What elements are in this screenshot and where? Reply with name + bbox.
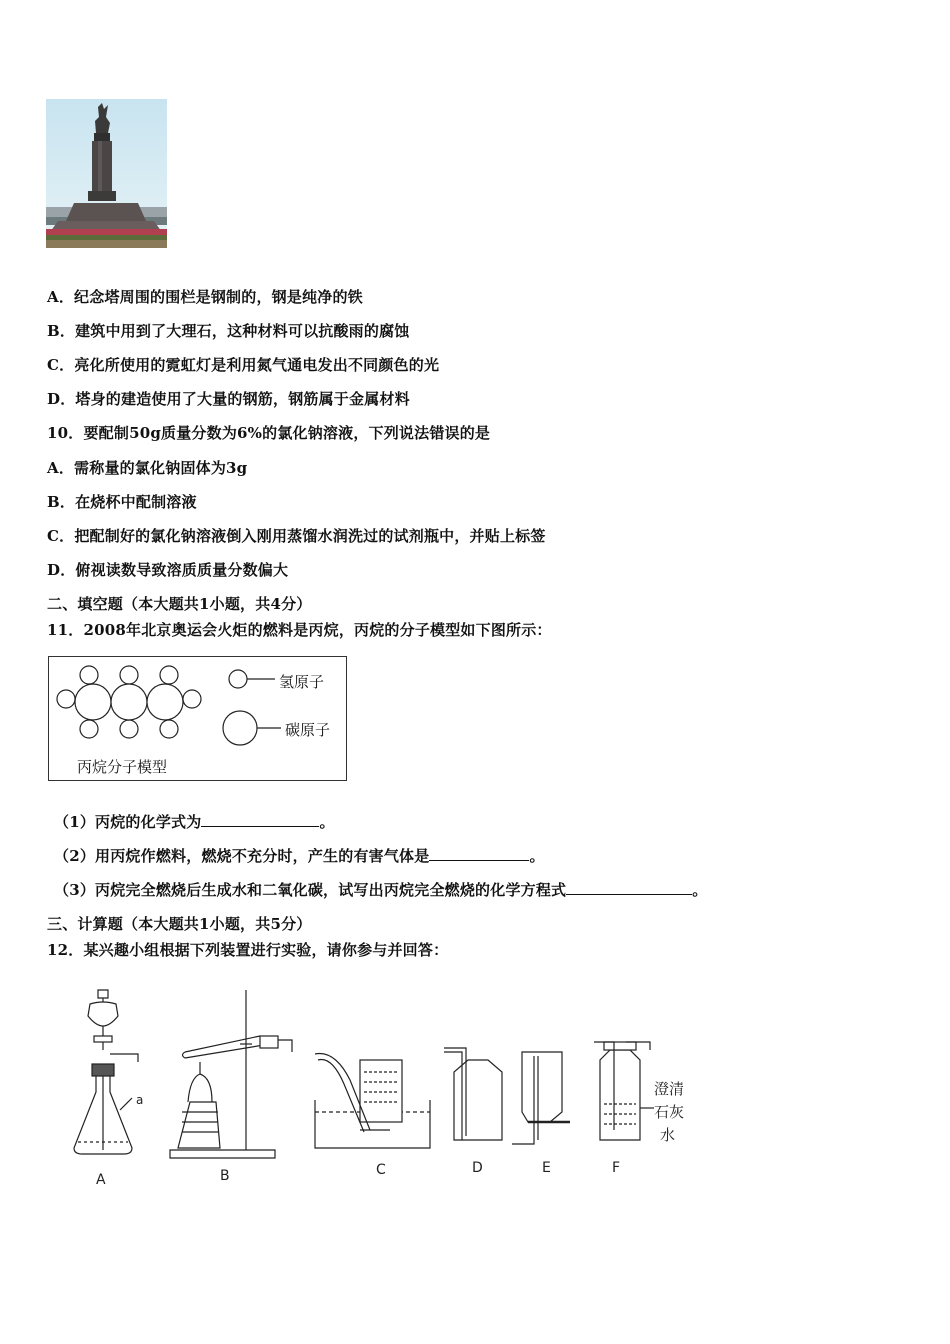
propane-model-diagram bbox=[48, 656, 347, 781]
label-c: C bbox=[376, 1162, 386, 1178]
q11-part-2 bbox=[54, 845, 545, 866]
hydrogen-atom-label: 氢原子 bbox=[279, 673, 325, 691]
carbon-atom-label: 碳原子 bbox=[285, 721, 331, 739]
apparatus-f bbox=[594, 1042, 654, 1140]
q11-part-1-end: 。 bbox=[319, 813, 335, 831]
q11-stem: 11．2008年北京奥运会火炬的燃料是丙烷，丙烷的分子模型如下图所示： bbox=[47, 621, 552, 639]
apparatus-d bbox=[444, 1048, 502, 1140]
q11-part-3-text: （3）丙烷完全燃烧后生成水和二氧化碳，试写出丙烷完全燃烧的化学方程式 bbox=[54, 881, 567, 899]
q11-part-3-blank[interactable] bbox=[566, 880, 692, 895]
q9-option-d: D．塔身的建造使用了大量的钢筋，钢筋属于金属材料 bbox=[47, 390, 410, 408]
q10-option-a: A．需称量的氯化钠固体为3g bbox=[47, 459, 248, 477]
q11-part-3-end: 。 bbox=[692, 881, 708, 899]
q9-option-c: C．亮化所使用的霓虹灯是利用氮气通电发出不同颜色的光 bbox=[47, 356, 440, 374]
q11-part-2-end: 。 bbox=[529, 847, 545, 865]
label-f: F bbox=[612, 1160, 621, 1176]
limewater-label-1: 澄清 bbox=[654, 1080, 685, 1098]
apparatus-c bbox=[315, 1054, 430, 1148]
lab-apparatus-diagram bbox=[60, 980, 710, 1190]
q11-part-3 bbox=[54, 879, 707, 900]
monument-image bbox=[46, 99, 167, 248]
label-d: D bbox=[472, 1160, 483, 1176]
monument-photo bbox=[46, 99, 167, 248]
q11-part-1-text: （1）丙烷的化学式为 bbox=[54, 813, 202, 831]
section3-title: 三、计算题（本大题共1小题，共5分） bbox=[47, 915, 312, 933]
apparatus-b bbox=[170, 990, 292, 1158]
apparatus-e bbox=[512, 1052, 570, 1144]
q10-option-c: C．把配制好的氯化钠溶液倒入刚用蒸馏水润洗过的试剂瓶中，并贴上标签 bbox=[47, 527, 546, 545]
section2-title: 二、填空题（本大题共1小题，共4分） bbox=[47, 595, 312, 613]
propane-model-caption: 丙烷分子模型 bbox=[77, 758, 168, 776]
q9-option-b: B．建筑中用到了大理石，这种材料可以抗酸雨的腐蚀 bbox=[47, 322, 410, 340]
q10-option-d: D．俯视读数导致溶质质量分数偏大 bbox=[47, 561, 289, 579]
label-b: B bbox=[220, 1168, 230, 1184]
q12-stem: 12．某兴趣小组根据下列装置进行实验，请你参与并回答： bbox=[47, 941, 449, 959]
q10-option-b: B．在烧杯中配制溶液 bbox=[47, 493, 197, 511]
q9-option-a: A．纪念塔周围的围栏是钢制的，钢是纯净的铁 bbox=[47, 288, 363, 306]
limewater-label-3: 水 bbox=[660, 1126, 676, 1144]
q10-stem: 10．要配制50g质量分数为6%的氯化钠溶液，下列说法错误的是 bbox=[47, 424, 491, 442]
label-a: A bbox=[96, 1172, 106, 1188]
q11-part-2-blank[interactable] bbox=[429, 846, 529, 861]
label-part-a: a bbox=[136, 1093, 144, 1107]
limewater-label-2: 石灰 bbox=[654, 1103, 685, 1121]
q11-part-2-text: （2）用丙烷作燃料，燃烧不充分时，产生的有害气体是 bbox=[54, 847, 430, 865]
q11-part-1 bbox=[54, 811, 335, 832]
apparatus-a bbox=[74, 990, 138, 1154]
q11-part-1-blank[interactable] bbox=[201, 812, 319, 827]
label-e: E bbox=[542, 1160, 551, 1176]
